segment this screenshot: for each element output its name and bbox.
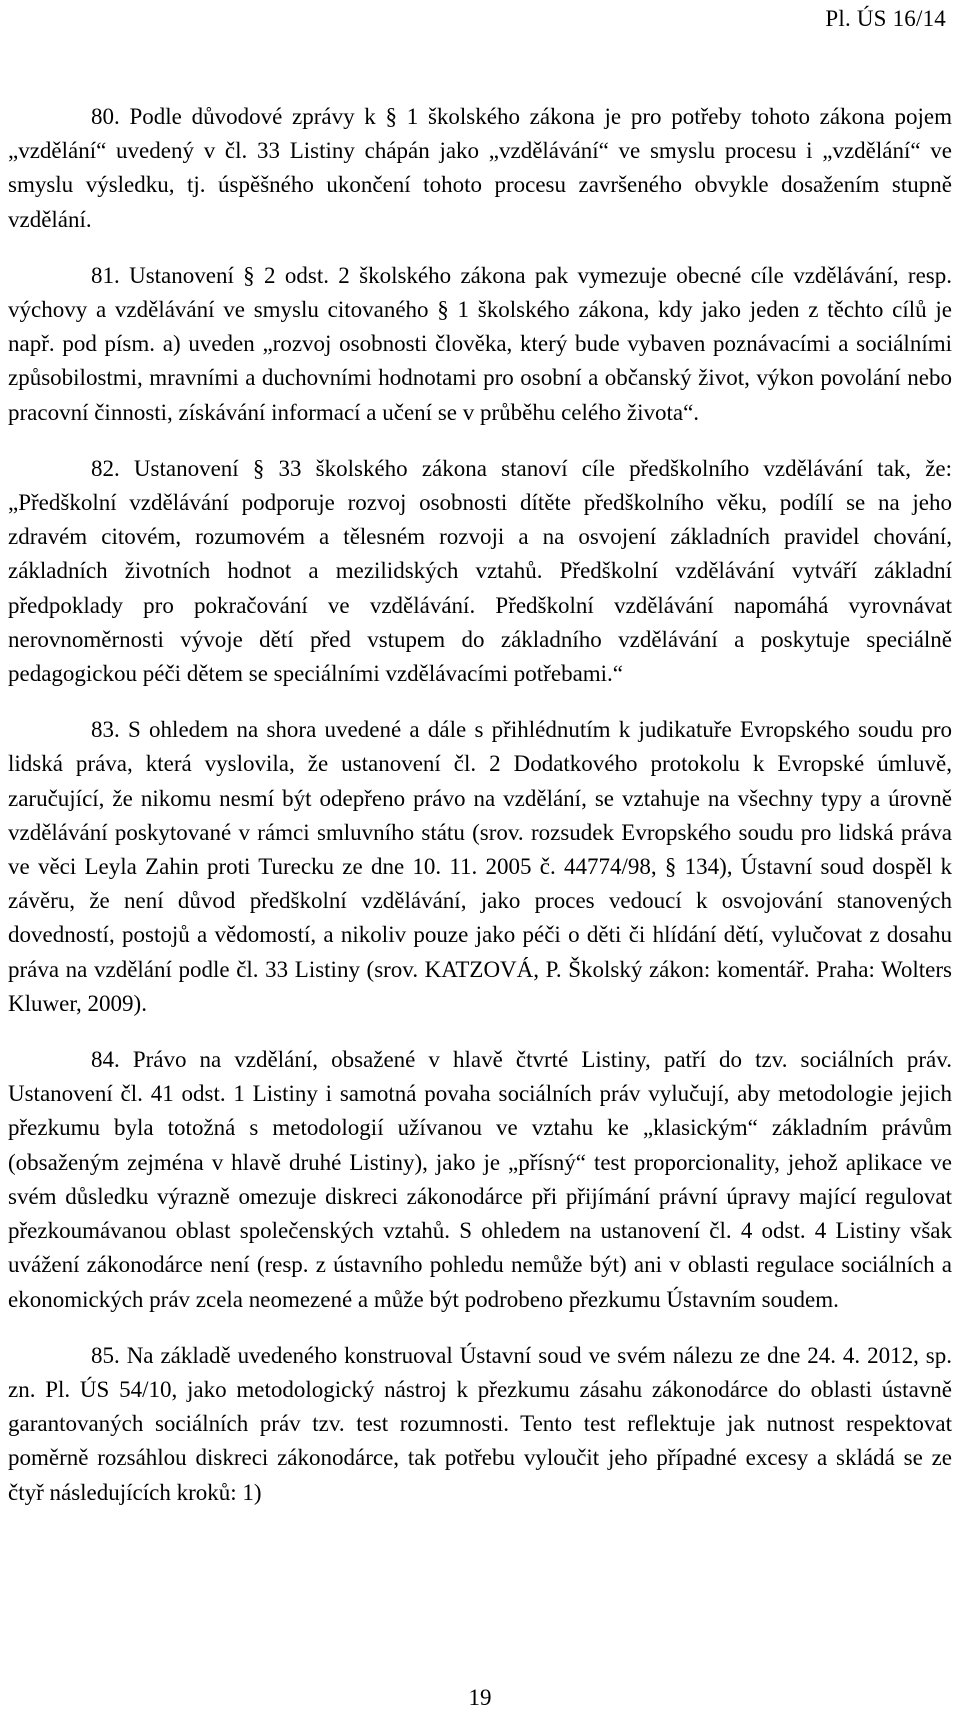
paragraph-85: 85. Na základě uvedeného konstruoval Ústavní soud ve svém nálezu ze dne 24. 4. 2012, sp. zn. Pl. ÚS 54/10, jako metodologický nástroj k přezkumu zásahu zákonodárce do oblasti ústavně garantovaných sociálních práv tzv. test rozumnosti. Tento test reflektuje jak nutnost respektovat poměrně rozsáhlou diskreci zákonodárce, tak potřebu vyloučit jeho případné excesy a skládá se ze čtyř následujících kroků: 1) [8,1342,952,1505]
paragraph-84: 84. Právo na vzdělání, obsažené v hlavě čtvrté Listiny, patří do tzv. sociálních práv. Ustanovení čl. 41 odst. 1 Listiny i samotná povaha sociálních práv vylučují, aby metodologie jejich přezkumu byla totožná s metodologií užívanou ve vztahu ke „klasickým“ základním právům (obsaženým zejména v hlavě druhé Listiny), jako je „přísný“ test proporcionality, jehož aplikace ve svém důsledku výrazně omezuje diskreci zákonodárce při přijímání právní úpravy mající regulovat přezkoumávanou oblast společenských vztahů. S ohledem na ustanovení čl. 4 odst. 4 Listiny však uvážení zákonodárce není (resp. z ústavního pohledu nemůže být) ani v oblasti regulace sociálních a ekonomických práv zcela neomezené a může být podrobeno přezkumu Ústavním soudem. [8,1047,952,1312]
page-number: 19 [468,1685,492,1710]
paragraph-81: 81. Ustanovení § 2 odst. 2 školského zákona pak vymezuje obecné cíle vzdělávání, resp. výchovy a vzdělávání ve smyslu citovaného § 1 školského zákona, kdy jako jeden z těchto cílů je např. pod písm. a) uveden „rozvoj osobnosti člověka, který bude vybaven poznávacími a sociálními způsobilostmi, mravními a duchovními hodnotami pro osobní a občanský život, výkon povolání nebo pracovní činnosti, získávání informací a učení se v průběhu celého života“. [8,262,952,425]
paragraph-80: 80. Podle důvodové zprávy k § 1 školského zákona je pro potřeby tohoto zákona pojem „vzdělání“ uvedený v čl. 33 Listiny chápán jako „vzdělávání“ ve smyslu procesu i „vzdělání“ ve smyslu výsledku, tj. úspěšného ukončení tohoto procesu završeného obvykle dosažením stupně vzdělání. [8,104,952,232]
document-reference-header: Pl. ÚS 16/14 [825,6,946,31]
paragraph-83: 83. S ohledem na shora uvedené a dále s přihlédnutím k judikatuře Evropského soudu pro lidská práva, která vyslovila, že ustanovení čl. 2 Dodatkového protokolu k Evropské úmluvě, zaručující, že nikomu nesmí být odepřeno právo na vzdělání, se vztahuje na všechny typy a úrovně vzdělávání poskytované v rámci smluvního státu (srov. rozsudek Evropského soudu pro lidská práva ve věci Leyla Zahin proti Turecku ze dne 10. 11. 2005 č. 44774/98, § 134), Ústavní soud dospěl k závěru, že není důvod předškolní vzdělávání, jako proces vedoucí k osvojování stanovených dovedností, postojů a vědomostí, a nikoliv pouze jako péči o děti či hlídání dětí, vylučovat z dosahu práva na vzdělání podle čl. 33 Listiny (srov. KATZOVÁ, P. Školský zákon: komentář. Praha: Wolters Kluwer, 2009). [8,717,952,1016]
paragraph-82: 82. Ustanovení § 33 školského zákona stanoví cíle předškolního vzdělávání tak, že: „Předškolní vzdělávání podporuje rozvoj osobnosti dítěte předškolního věku, podílí se na jeho zdravém citovém, rozumovém a tělesném rozvoji a na osvojení základních pravidel chování, základních životních hodnot a mezilidských vztahů. Předškolní vzdělávání vytváří základní předpoklady pro pokračování ve vzdělávání. Předškolní vzdělávání napomáhá vyrovnávat nerovnoměrnosti vývoje dětí před vstupem do základního vzdělávání a poskytuje speciálně pedagogickou péči dětem se speciálními vzdělávacími potřebami.“ [8,455,952,687]
document-body [8,100,952,1532]
